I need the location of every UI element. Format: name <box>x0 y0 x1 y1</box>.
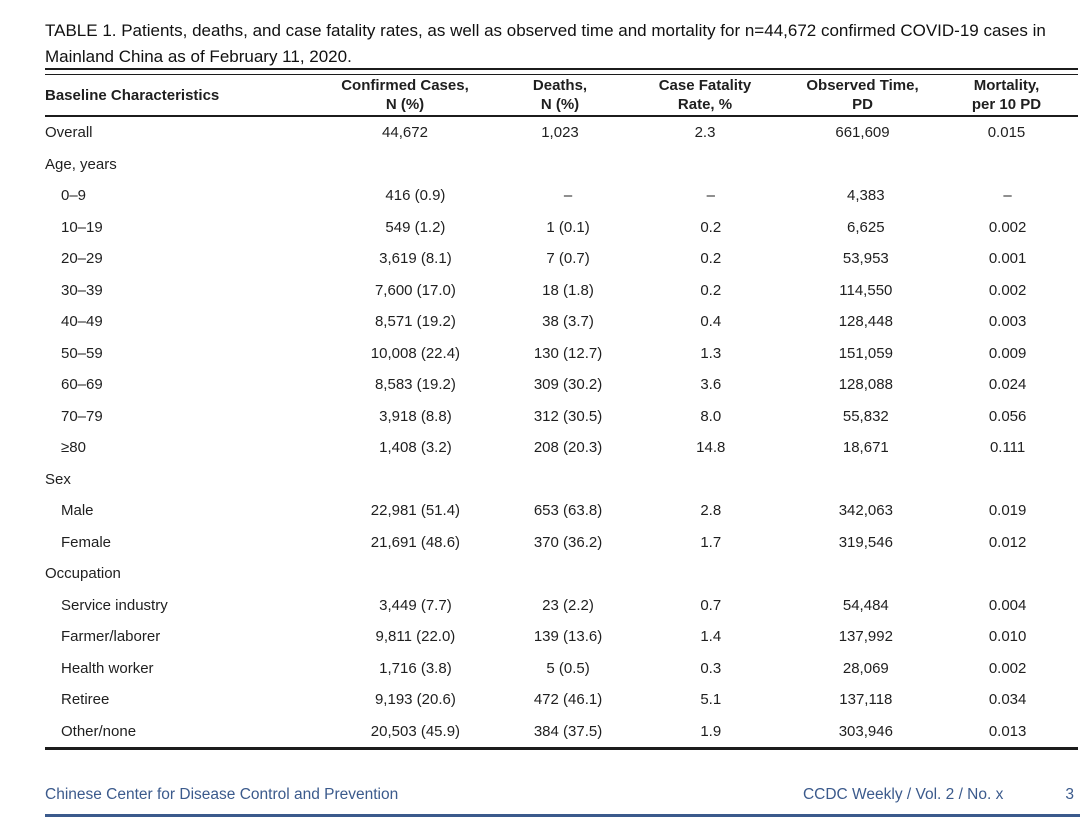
observed-time-cell: 6,625 <box>847 218 885 236</box>
mortality-cell: 0.024 <box>988 376 1027 394</box>
case-fatality-cell: 5.1 <box>700 691 722 709</box>
table-bottom-rule <box>45 747 1078 750</box>
case-fatality-cell: 0.2 <box>700 250 722 268</box>
observed-time-cell: 661,609 <box>835 124 890 142</box>
section-row <box>45 149 1078 181</box>
data-table <box>45 68 1078 750</box>
header-confirmed-cases: Confirmed Cases, N (%) <box>341 77 469 113</box>
observed-time-cell: 303,946 <box>838 722 893 740</box>
confirmed-cases-cell: 9,811 (22.0) <box>375 628 456 646</box>
deaths-cell: 208 (20.3) <box>533 439 603 457</box>
row-label: Female <box>61 533 112 551</box>
row-label: 30–39 <box>61 281 103 299</box>
header-deaths: Deaths, N (%) <box>532 77 588 113</box>
deaths-cell: 38 (3.7) <box>542 313 594 331</box>
section-row <box>45 558 1078 590</box>
row-label: ≥80 <box>61 439 86 457</box>
mortality-cell: 0.111 <box>989 439 1026 457</box>
confirmed-cases-cell: 44,672 <box>382 124 428 142</box>
table-row <box>45 495 1078 527</box>
deaths-cell: 139 (13.6) <box>533 628 603 646</box>
table-row <box>45 369 1078 401</box>
observed-time-cell: 128,088 <box>838 376 893 394</box>
confirmed-cases-cell: 1,716 (3.8) <box>379 659 452 677</box>
footer-page-number: 3 <box>1065 786 1074 803</box>
confirmed-cases-cell: 10,008 (22.4) <box>370 344 461 362</box>
case-fatality-cell: 0.4 <box>700 313 722 331</box>
table-top-rule <box>45 68 1078 75</box>
table-row <box>45 243 1078 275</box>
observed-time-cell: 114,550 <box>839 281 893 299</box>
confirmed-cases-cell: 8,571 (19.2) <box>374 313 456 331</box>
footer-journal: CCDC Weekly / Vol. 2 / No. x <box>802 786 1004 803</box>
row-label: Farmer/laborer <box>61 628 161 646</box>
observed-time-cell: 137,992 <box>838 628 893 646</box>
section-label: Occupation <box>45 565 121 583</box>
deaths-cell: 23 (2.2) <box>542 596 594 614</box>
deaths-cell: 18 (1.8) <box>542 281 594 299</box>
observed-time-cell: 18,671 <box>842 439 889 457</box>
table-row <box>45 117 1078 149</box>
table-row <box>45 716 1078 748</box>
mortality-cell: 0.013 <box>988 722 1027 740</box>
deaths-cell: 130 (12.7) <box>533 344 603 362</box>
row-label: 50–59 <box>61 344 103 362</box>
deaths-cell: 384 (37.5) <box>533 722 603 740</box>
case-fatality-cell: 0.3 <box>700 659 722 677</box>
table-row <box>45 432 1078 464</box>
observed-time-cell: 319,546 <box>838 533 893 551</box>
table-row <box>45 590 1078 622</box>
row-label: 40–49 <box>61 313 103 331</box>
observed-time-cell: 53,953 <box>842 250 889 268</box>
table-row <box>45 401 1078 433</box>
mortality-cell: 0.001 <box>988 250 1027 268</box>
observed-time-cell: 137,118 <box>839 691 893 709</box>
row-label: Health worker <box>61 659 154 677</box>
confirmed-cases-cell: 416 (0.9) <box>385 187 446 205</box>
section-label: Age, years <box>45 155 117 173</box>
confirmed-cases-cell: 9,193 (20.6) <box>374 691 456 709</box>
confirmed-cases-cell: 1,408 (3.2) <box>379 439 452 457</box>
header-case-fatality-rate: Case Fatality Rate, % <box>658 77 752 113</box>
deaths-cell: 472 (46.1) <box>533 691 603 709</box>
row-label: 10–19 <box>61 218 103 236</box>
deaths-cell: 312 (30.5) <box>533 407 603 425</box>
mortality-cell: 0.056 <box>988 407 1027 425</box>
mortality-cell: 0.002 <box>988 281 1027 299</box>
footer-publisher: Chinese Center for Disease Control and Prevention <box>45 786 399 803</box>
footer-rule <box>45 814 1080 817</box>
mortality-cell: 0.003 <box>988 313 1027 331</box>
table-row <box>45 527 1078 559</box>
observed-time-cell: 4,383 <box>847 187 885 205</box>
row-label: Male <box>61 502 94 520</box>
row-label: Overall <box>45 124 93 142</box>
mortality-cell: 0.002 <box>988 218 1027 236</box>
case-fatality-cell: 2.3 <box>694 124 716 142</box>
case-fatality-cell: 3.6 <box>700 376 722 394</box>
case-fatality-cell: 2.8 <box>700 502 722 520</box>
deaths-cell: 370 (36.2) <box>533 533 603 551</box>
mortality-cell: – <box>1003 187 1012 205</box>
case-fatality-cell: 1.3 <box>700 344 722 362</box>
mortality-cell: 0.019 <box>988 502 1027 520</box>
deaths-cell: 1 (0.1) <box>546 218 590 236</box>
observed-time-cell: 128,448 <box>838 313 893 331</box>
row-label: Service industry <box>61 596 168 614</box>
observed-time-cell: 342,063 <box>838 502 893 520</box>
confirmed-cases-cell: 549 (1.2) <box>385 218 446 236</box>
case-fatality-cell: 0.2 <box>700 281 722 299</box>
row-label: 70–79 <box>61 407 103 425</box>
case-fatality-cell: 8.0 <box>700 407 722 425</box>
table-row <box>45 180 1078 212</box>
deaths-cell: 309 (30.2) <box>533 376 603 394</box>
mortality-cell: 0.004 <box>988 596 1027 614</box>
confirmed-cases-cell: 20,503 (45.9) <box>370 722 461 740</box>
case-fatality-cell: – <box>706 187 715 205</box>
deaths-cell: 5 (0.5) <box>546 659 590 677</box>
table-caption: TABLE 1. Patients, deaths, and case fatality rates, as well as observed time and mortality for n=44,672 confirmed COVID-19 cases in Mainland China as of February 11, 2020. <box>45 21 1046 66</box>
case-fatality-cell: 14.8 <box>696 439 726 457</box>
row-label: 60–69 <box>61 376 103 394</box>
observed-time-cell: 54,484 <box>842 596 889 614</box>
table-row <box>45 212 1078 244</box>
observed-time-cell: 28,069 <box>842 659 889 677</box>
mortality-cell: 0.015 <box>987 124 1026 142</box>
header-baseline-characteristics: Baseline Characteristics <box>45 86 220 104</box>
table-row <box>45 275 1078 307</box>
header-mortality: Mortality, per 10 PD <box>971 77 1042 113</box>
case-fatality-cell: 1.9 <box>700 722 722 740</box>
header-observed-time: Observed Time, PD <box>806 77 919 113</box>
deaths-cell: 653 (63.8) <box>533 502 603 520</box>
table-row <box>45 621 1078 653</box>
table-row <box>45 306 1078 338</box>
confirmed-cases-cell: 21,691 (48.6) <box>370 533 461 551</box>
row-label: Other/none <box>61 722 137 740</box>
table-header-row <box>45 75 1078 115</box>
table-row <box>45 684 1078 716</box>
mortality-cell: 0.012 <box>988 533 1027 551</box>
confirmed-cases-cell: 3,449 (7.7) <box>379 596 452 614</box>
deaths-cell: 7 (0.7) <box>546 250 590 268</box>
observed-time-cell: 151,059 <box>838 344 893 362</box>
row-label: Retiree <box>61 691 110 709</box>
page-footer <box>45 786 1080 804</box>
section-label: Sex <box>45 470 71 488</box>
deaths-cell: 1,023 <box>541 124 579 142</box>
confirmed-cases-cell: 3,918 (8.8) <box>379 407 452 425</box>
confirmed-cases-cell: 7,600 (17.0) <box>374 281 456 299</box>
confirmed-cases-cell: 8,583 (19.2) <box>374 376 456 394</box>
mortality-cell: 0.010 <box>988 628 1027 646</box>
deaths-cell: – <box>563 187 573 205</box>
row-label: 0–9 <box>61 187 87 205</box>
table-row <box>45 338 1078 370</box>
case-fatality-cell: 1.4 <box>700 628 722 646</box>
case-fatality-cell: 0.7 <box>700 596 722 614</box>
table-row <box>45 653 1078 685</box>
confirmed-cases-cell: 3,619 (8.1) <box>379 250 452 268</box>
mortality-cell: 0.002 <box>988 659 1027 677</box>
row-label: 20–29 <box>61 250 103 268</box>
confirmed-cases-cell: 22,981 (51.4) <box>370 502 461 520</box>
case-fatality-cell: 0.2 <box>700 218 722 236</box>
mortality-cell: 0.034 <box>988 691 1027 709</box>
observed-time-cell: 55,832 <box>842 407 889 425</box>
section-row <box>45 464 1078 496</box>
mortality-cell: 0.009 <box>988 344 1027 362</box>
case-fatality-cell: 1.7 <box>700 533 722 551</box>
